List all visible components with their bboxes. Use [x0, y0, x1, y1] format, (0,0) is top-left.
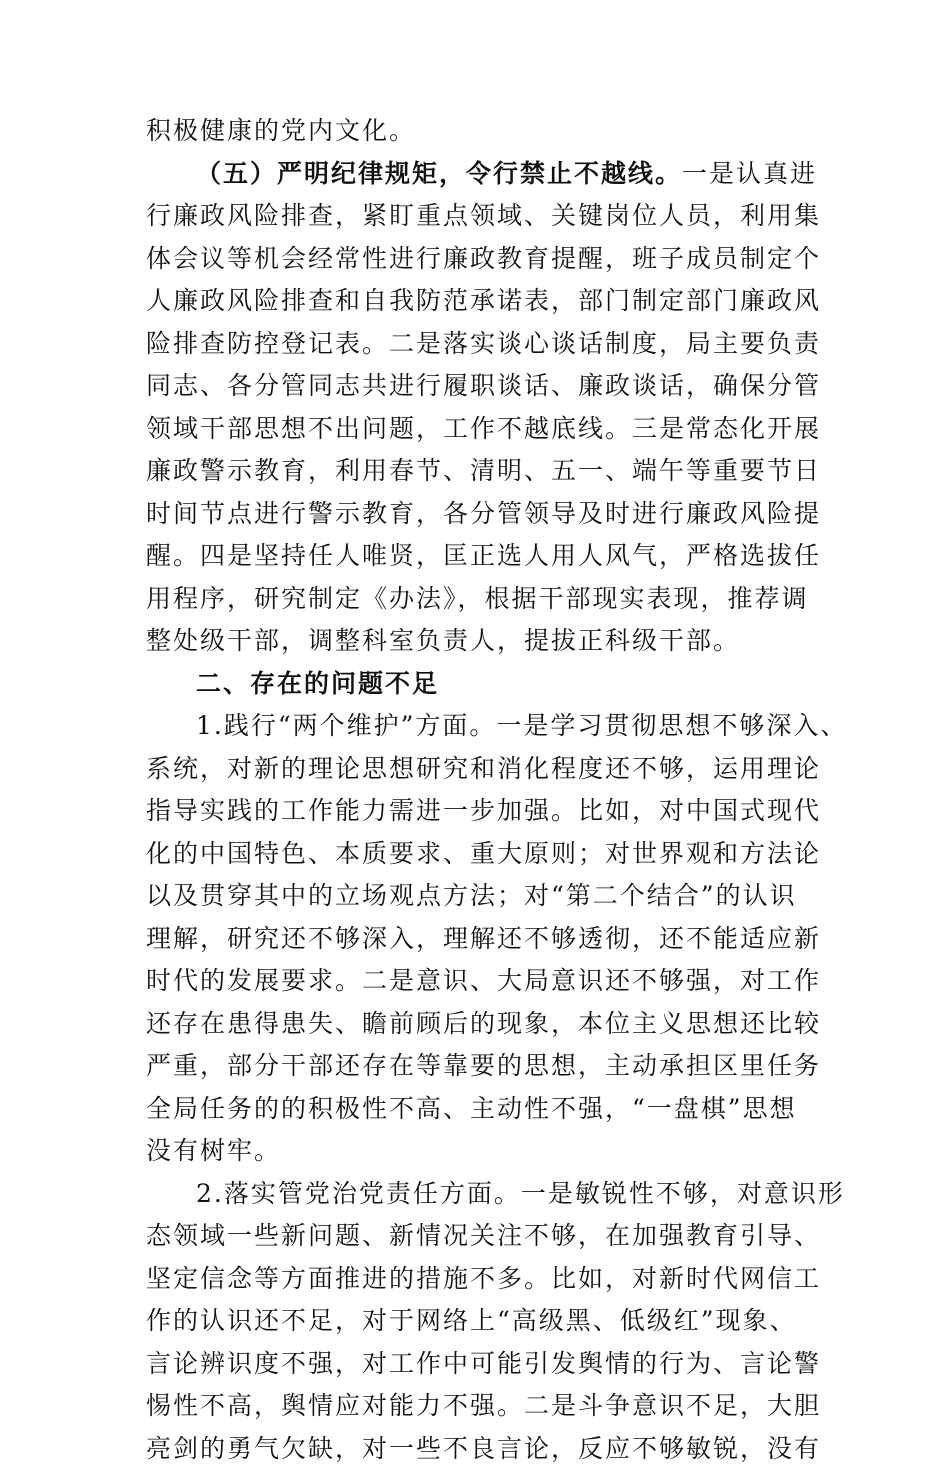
- text-line: 领域干部思想不出问题，工作不越底线。三是常态化开展: [146, 408, 806, 451]
- text-line: 用程序，研究制定《办法》，根据干部现实表现，推荐调: [146, 578, 806, 621]
- text-line: 时代的发展要求。二是意识、大局意识还不够强，对工作: [146, 960, 806, 1003]
- text-line: 体会议等机会经常性进行廉政教育提醒，班子成员制定个: [146, 238, 806, 281]
- text-line: 全局任务的的积极性不高、主动性不强，“一盘棋”思想: [146, 1088, 806, 1131]
- document-body: [146, 110, 806, 1470]
- text-line: 态领域一些新问题、新情况关注不够，在加强教育引导、: [146, 1215, 806, 1258]
- text-line: 积极健康的党内文化。: [146, 110, 806, 153]
- text-line: 亮剑的勇气欠缺，对一些不良言论，反应不够敏锐，没有: [146, 1428, 806, 1470]
- text-line: 惕性不高，舆情应对能力不强。二是斗争意识不足，大胆: [146, 1385, 806, 1428]
- text-line: 系统，对新的理论思想研究和消化程度还不够，运用理论: [146, 748, 806, 791]
- text-line: 还存在患得患失、瞻前顾后的现象，本位主义思想还比较: [146, 1003, 806, 1046]
- text-line: 指导实践的工作能力需进一步加强。比如，对中国式现代: [146, 790, 806, 833]
- text-line: 以及贯穿其中的立场观点方法；对“第二个结合”的认识: [146, 875, 806, 918]
- text-line: 时间节点进行警示教育，各分管领导及时进行廉政风险提: [146, 493, 806, 536]
- text-line: 化的中国特色、本质要求、重大原则；对世界观和方法论: [146, 833, 806, 876]
- text-line: 整处级干部，调整科室负责人，提拔正科级干部。: [146, 620, 806, 663]
- text-line: 同志、各分管同志共进行履职谈话、廉政谈话，确保分管: [146, 365, 806, 408]
- text-line: 人廉政风险排查和自我防范承诺表，部门制定部门廉政风: [146, 280, 806, 323]
- text-line: 理解，研究还不够深入，理解还不够透彻，还不能适应新: [146, 918, 806, 961]
- text-line: 1.践行“两个维护”方面。一是学习贯彻思想不够深入、: [146, 705, 806, 748]
- text-line: 严重，部分干部还存在等靠要的思想，主动承担区里任务: [146, 1045, 806, 1088]
- section-tail: 一是认真进: [682, 159, 817, 188]
- text-line: [146, 153, 806, 196]
- text-line: 险排查防控登记表。二是落实谈心谈话制度，局主要负责: [146, 323, 806, 366]
- text-line: 廉政警示教育，利用春节、清明、五一、端午等重要节日: [146, 450, 806, 493]
- text-line: 2.落实管党治党责任方面。一是敏锐性不够，对意识形: [146, 1173, 806, 1216]
- text-line: 醒。四是坚持任人唯贤，匡正选人用人风气，严格选拔任: [146, 535, 806, 578]
- text-line: 坚定信念等方面推进的措施不多。比如，对新时代网信工: [146, 1258, 806, 1301]
- section-lead: （五）严明纪律规矩，令行禁止不越线。: [196, 159, 682, 188]
- text-line: 行廉政风险排查，紧盯重点领域、关键岗位人员，利用集: [146, 195, 806, 238]
- text-line: 言论辨识度不强，对工作中可能引发舆情的行为、言论警: [146, 1343, 806, 1386]
- text-line: 没有树牢。: [146, 1130, 806, 1173]
- section-heading: 二、存在的问题不足: [146, 663, 806, 706]
- text-line: 作的认识还不足，对于网络上“高级黑、低级红”现象、: [146, 1300, 806, 1343]
